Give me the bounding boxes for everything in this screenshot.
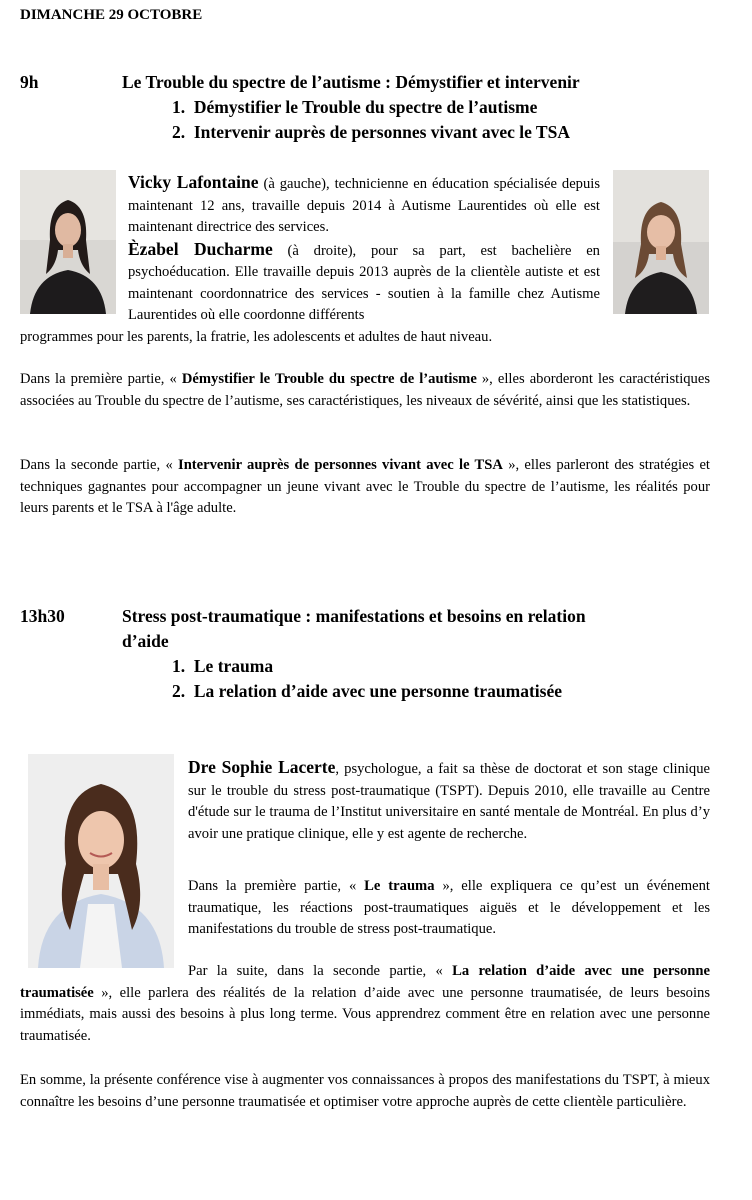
list-item: 2. La relation d’aide avec une personne traumatisée — [172, 681, 562, 701]
session2-summary-paragraph: En somme, la présente conférence vise à augmenter vos connaissances à propos des manifestations du TSPT, à mieux connaître les besoins d’une personne traumatisée et optimiser votre approche auprès de cette clientèle particulière. — [20, 1072, 710, 1110]
photo-ezabel-ducharme — [613, 170, 709, 314]
session2-time: 13h30 — [20, 606, 65, 626]
session2-part1-paragraph: Dans la première partie, « Le trauma », elle expliquera ce qu’est un événement traumatique, les réactions post-traumatiques aiguës et le développement et les manifestations du trouble de stress post-traumatique. — [188, 878, 710, 937]
session1-part2-paragraph: Dans la seconde partie, « Intervenir auprès de personnes vivant avec le TSA », elles parleront des stratégies et techniques gagnantes pour accompagner un jeune vivant avec le Trouble du spectre de l’autisme, les réalités pour leurs parents et le TSA à l'âge adulte. — [20, 457, 710, 516]
bio-vicky-lafontaine: Vicky Lafontaine (à gauche), technicienne en éducation spécialisée depuis maintenant 12 ans, travaille depuis 2014 à Autisme Laurentides où elle est maintenant directrice des services. Èzabel Ducharme (à droite), pour sa part, est bachelière en psychoéducation. Elle travaille depuis 2013 auprès de la clientèle autiste et est maintenant coordonnatrice des services - soutien à la famille chez Autisme Laurentides où elle coordonne différents — [128, 172, 600, 323]
photo-sophie-lacerte — [28, 754, 174, 968]
session1-title: Le Trouble du spectre de l’autisme : Démystifier et intervenir — [122, 72, 580, 92]
session2-topic-list — [172, 654, 562, 704]
speaker-name: Dre Sophie Lacerte — [188, 757, 336, 777]
session2-part2-paragraph: Par la suite, dans la seconde partie, « La relation d’aide avec une personne traumatisée », elle parlera des réalités de la relation d’aide avec une personne traumatisée, de leurs besoins immédiats, mais aussi des besoins à plus long terme. Vous apprendrez comment être en relation avec une personne traumatisée. — [20, 963, 710, 1044]
session2-title: Stress post-traumatique : manifestations et besoins en relation d’aide — [122, 606, 586, 651]
list-item: 1. Démystifier le Trouble du spectre de l’autisme — [172, 97, 538, 117]
speaker-name: Èzabel Ducharme — [128, 238, 273, 259]
list-item: 2. Intervenir auprès de personnes vivant avec le TSA — [172, 122, 570, 142]
list-item: 1. Le trauma — [172, 656, 274, 676]
photo-vicky-lafontaine — [20, 170, 116, 314]
page-date-header: DIMANCHE 29 OCTOBRE — [20, 7, 203, 23]
speaker-name: Vicky Lafontaine — [128, 172, 259, 192]
bio-ezabel-continued: programmes pour les parents, la fratrie, les adolescents et adultes de haut niveau. — [20, 329, 493, 345]
session1-topic-list — [172, 95, 570, 145]
session1-time: 9h — [20, 72, 39, 92]
session1-part1-paragraph: Dans la première partie, « Démystifier le Trouble du spectre de l’autisme », elles aborderont les caractéristiques associées au Trouble du spectre de l’autisme, ses caractéristiques, les niveaux de sévérité, ainsi que les statistiques. — [20, 371, 710, 409]
bio-sophie-lacerte: Dre Sophie Lacerte, psychologue, a fait sa thèse de doctorat et son stage clinique sur le trouble du stress post-traumatique (TSPT). Depuis 2010, elle travaille au Centre d'étude sur le trauma de l’Institut universitaire en santé mentale de Montréal. En plus d’y avoir une pratique clinique, elle y est agente de recherche. — [188, 757, 710, 842]
